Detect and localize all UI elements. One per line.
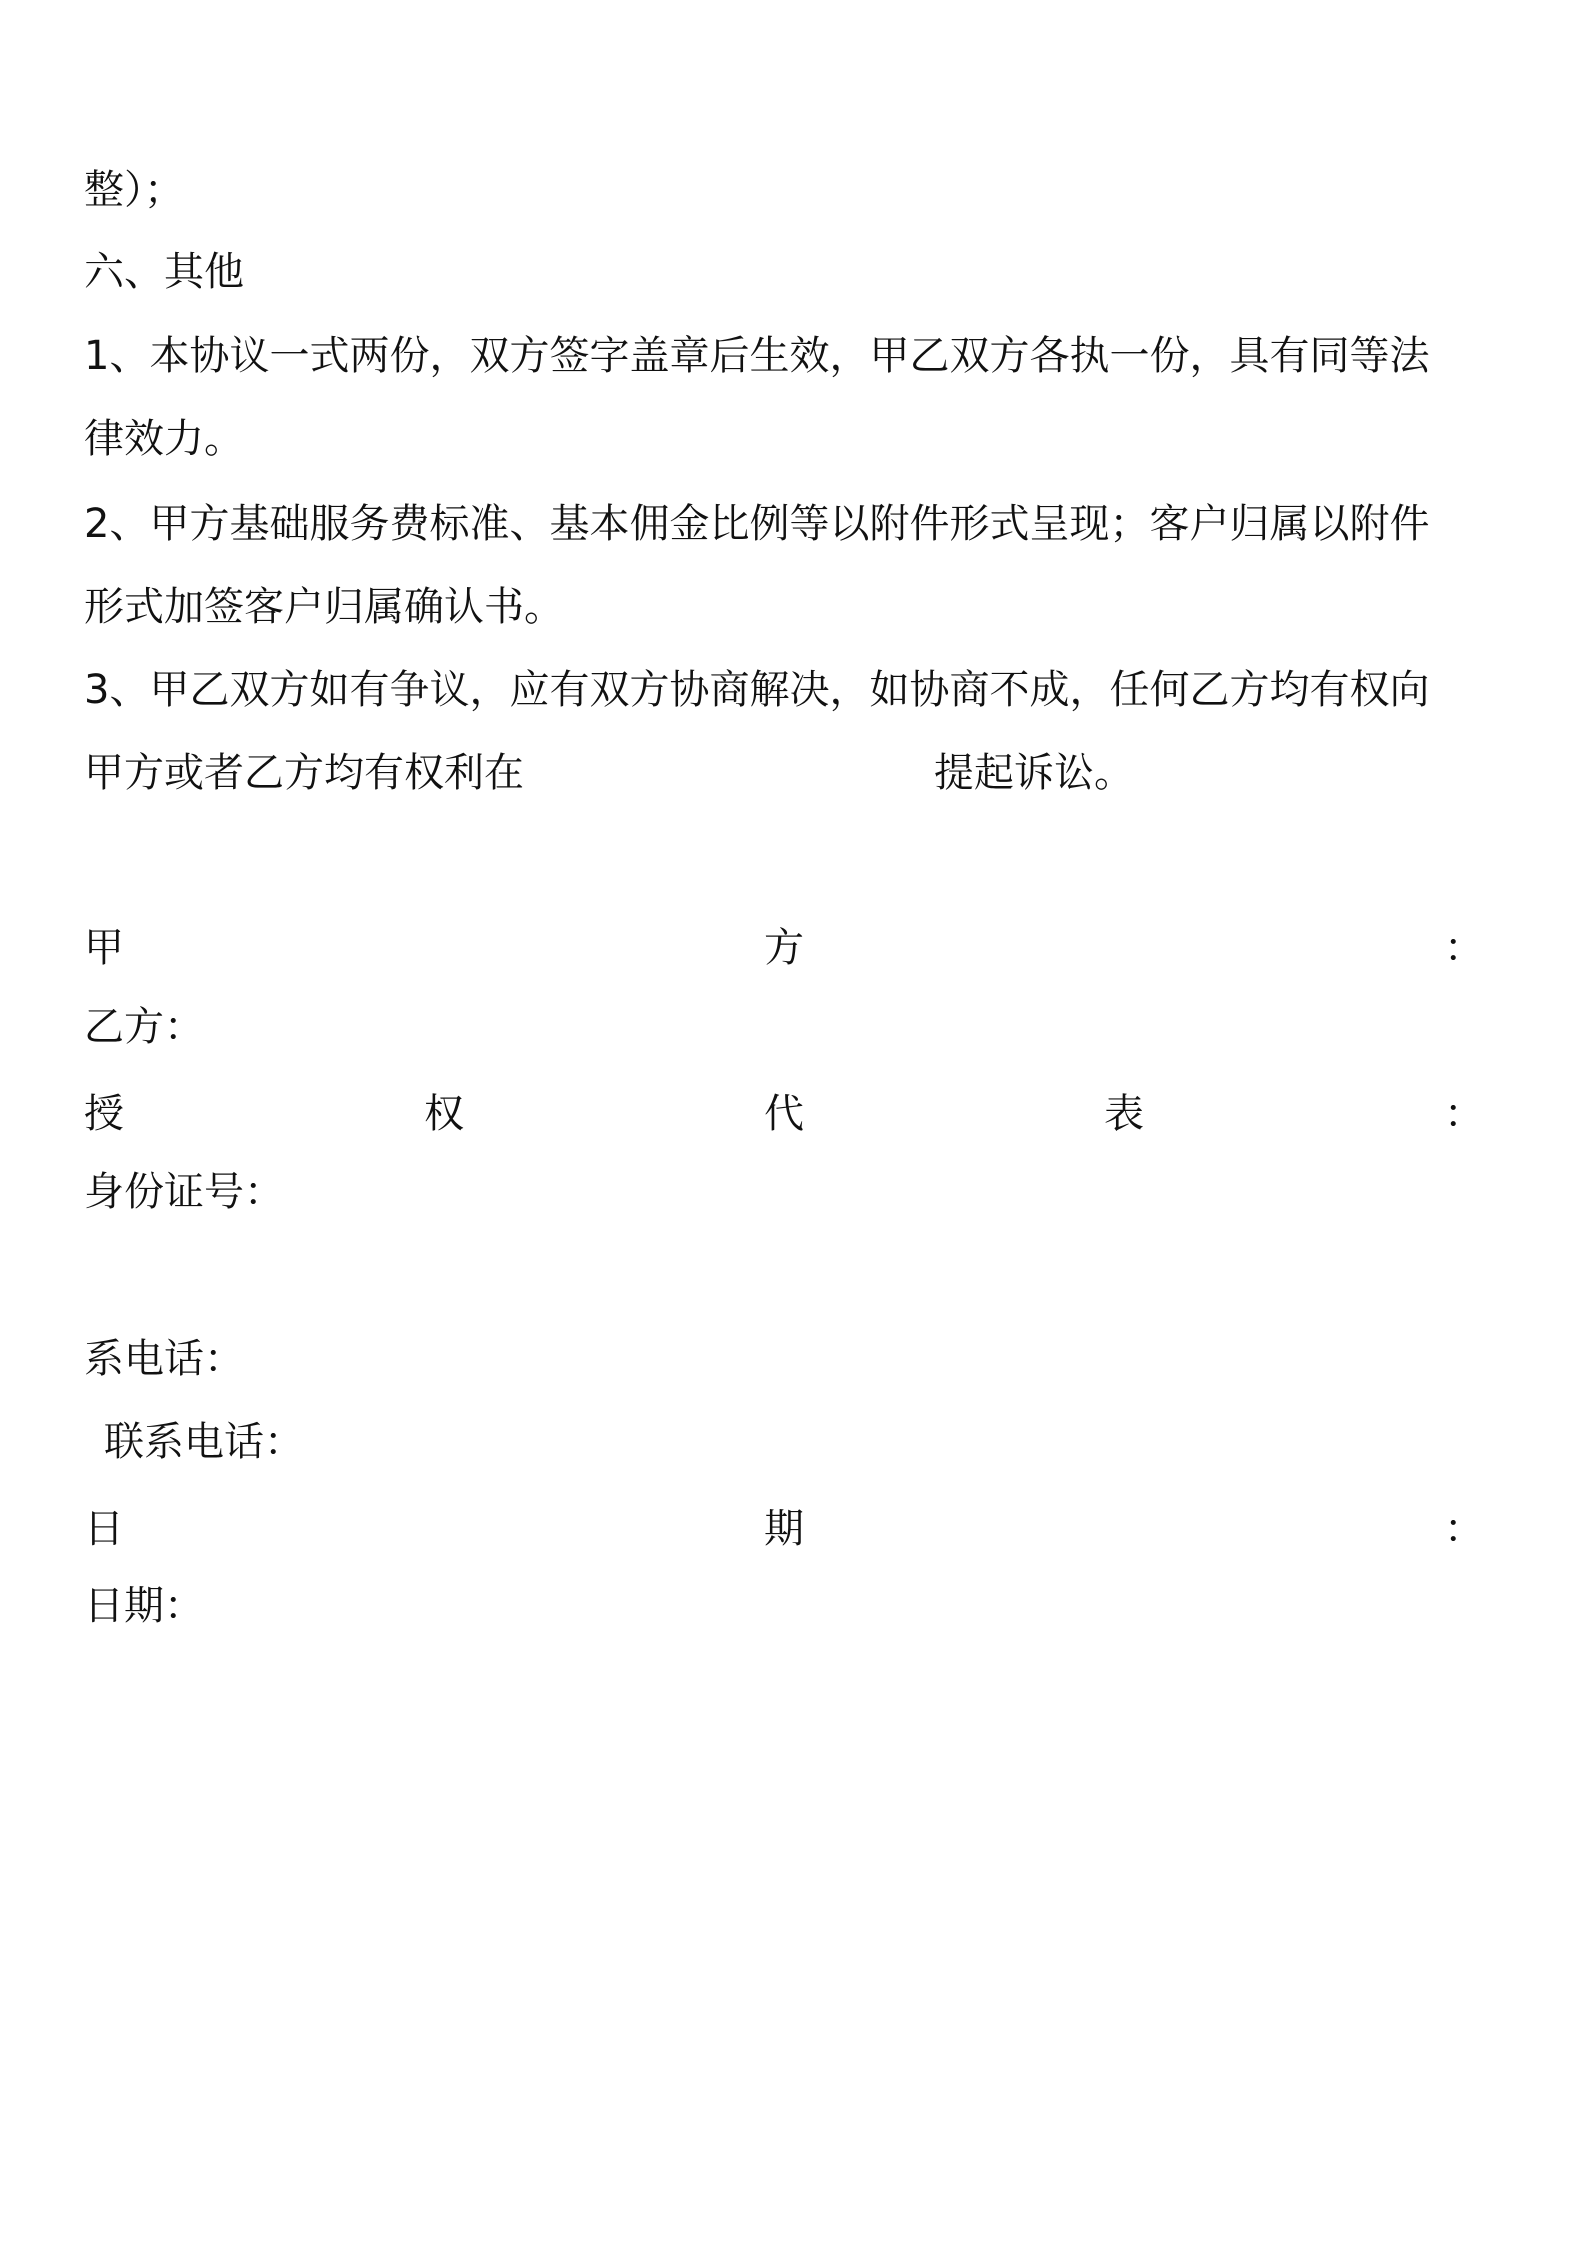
authorized-rep-label xyxy=(84,1090,1484,1138)
clause-1-line-2: 律效力。 xyxy=(84,416,244,462)
clause-2-line-2: 形式加签客户归属确认书。 xyxy=(84,584,564,630)
clause-3-line-1: 3、甲乙双方如有争议，应有双方协商解决，如协商不成，任何乙方均有权向 xyxy=(84,667,1430,713)
authorized-rep-char-3: 代 xyxy=(764,1091,804,1137)
party-a-char-2: 方 xyxy=(764,925,804,971)
date-a-label xyxy=(84,1505,1484,1553)
clause-3-line-2-before: 甲方或者乙方均有权利在 xyxy=(84,750,524,796)
authorized-rep-char-4: 表 xyxy=(1104,1091,1144,1137)
authorized-rep-char-1: 授 xyxy=(84,1091,124,1137)
authorized-rep-colon: ： xyxy=(1444,1091,1484,1137)
clause-1-line-1: 1、本协议一式两份，双方签字盖章后生效，甲乙双方各执一份，具有同等法 xyxy=(84,333,1430,379)
section-heading: 六、其他 xyxy=(84,249,244,295)
continuation-text: 整）； xyxy=(84,167,184,213)
party-a-label xyxy=(84,924,1484,972)
id-number-label: 身份证号： xyxy=(84,1169,284,1215)
authorized-rep-char-2: 权 xyxy=(424,1091,464,1137)
clause-2-line-1: 2、甲方基础服务费标准、基本佣金比例等以附件形式呈现；客户归属以附件 xyxy=(84,501,1430,547)
clause-3-line-2-after: 提起诉讼。 xyxy=(934,750,1134,796)
contact-phone-a-label: 系电话： xyxy=(84,1336,244,1382)
date-a-char-1: 日 xyxy=(84,1506,124,1552)
party-a-char-1: 甲 xyxy=(84,925,124,971)
contact-phone-b-label: 联系电话： xyxy=(104,1419,304,1465)
date-a-char-2: 期 xyxy=(764,1506,804,1552)
date-a-colon: ： xyxy=(1444,1506,1484,1552)
party-a-colon: ： xyxy=(1444,925,1484,971)
party-b-label: 乙方： xyxy=(84,1004,204,1050)
date-b-label: 日期： xyxy=(84,1583,204,1629)
clause-3-line-2 xyxy=(84,749,1504,797)
